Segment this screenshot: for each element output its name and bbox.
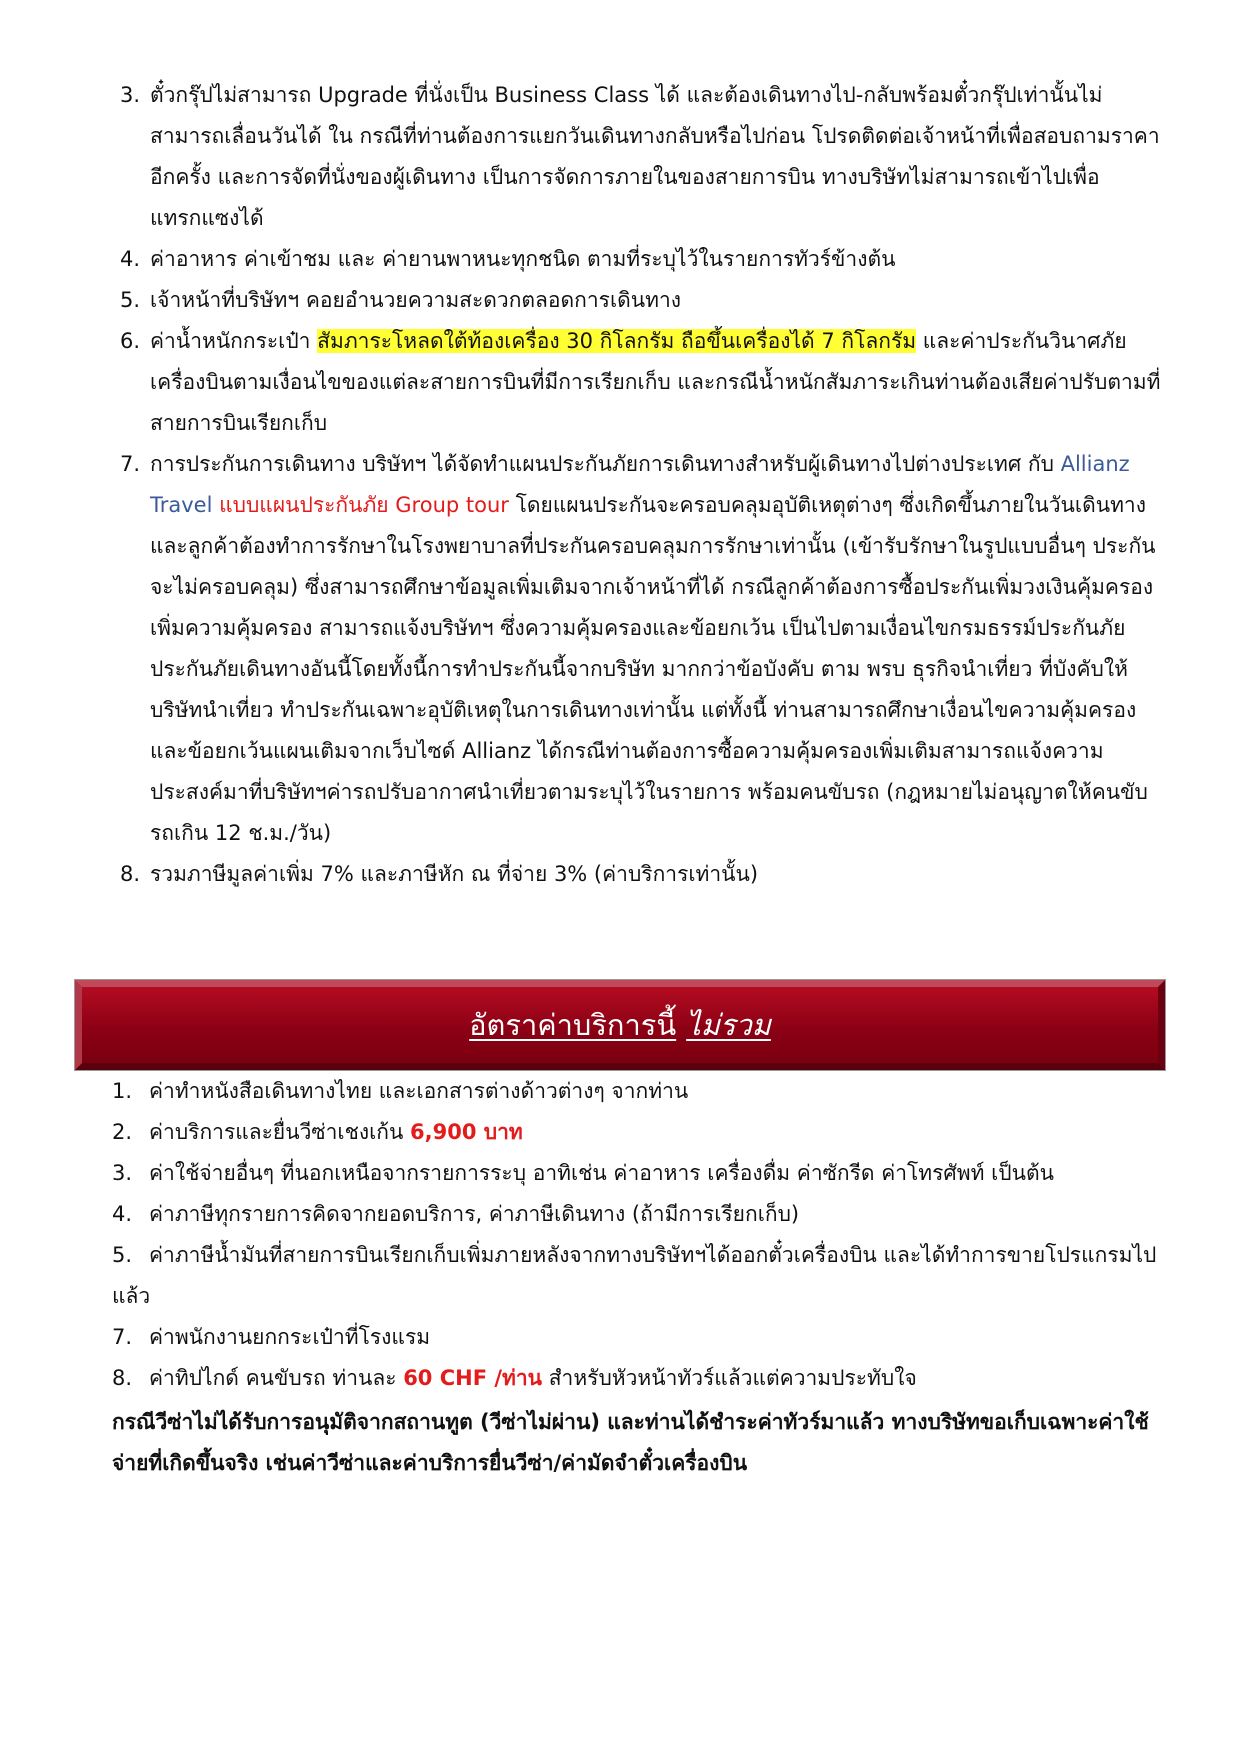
list-item bbox=[112, 1112, 1172, 1153]
item-text: โดยแผนประกันจะครอบคลุมอุบัติเหตุต่างๆ ซึ่งเกิดขึ้นภายในวันเดินทาง และลูกค้าต้องทำการรักษาในโรงพยาบาลที่ประกันครอบคลุมการรักษาเท่านั้น (เข้ารับรักษาในรูปแบบอื่นๆ ประกันจะไม่ครอบคลุม) ซึ่งสามารถศึกษาข้อมูลเพิ่มเติมจากเจ้าหน้าที่ได้ กรณีลูกค้าต้องการซื้อประกันเพิ่มวงเงินคุ้มครอง เพิ่มความคุ้มครอง สามารถแจ้งบริษัทฯ ซึ่งความคุ้มครองและข้อยกเว้น เป็นไปตามเงื่อนไขกรมธรรม์ประกันภัย ประกันภัยเดินทางอันนี้โดยทั้งนี้การทำประกันนี้จากบริษัท มากกว่าข้อบังคับ ตาม พรบ ธุรกิจนำเที่ยว ที่บังคับให้บริษัทนำเที่ยว ทำประกันเฉพาะอุบัติเหตุในการเดินทางเท่านั้น แต่ทั้งนี้ ท่านสามารถศึกษาเงื่อนไขความคุ้มครองและข้อยกเว้นแผนเติมจากเว็บไซด์ Allianz ได้กรณีท่านต้องการซื้อความคุ้มครองเพิ่มเติมสามารถแจ้งความประสงค์มาที่บริษัทฯค่ารถปรับอากาศนำเที่ยวตามระบุไว้ในรายการ พร้อมคนขับรถ (กฎหมายไม่อนุญาตให้คนขับรถเกิน 12 ช.ม./วัน) bbox=[150, 493, 1156, 845]
item-number: 6. bbox=[120, 329, 141, 353]
item-text: ค่าทำหนังสือเดินทางไทย และเอกสารต่างด้าวต่างๆ จากท่าน bbox=[149, 1079, 689, 1103]
item-text: การประกันการเดินทาง บริษัทฯ ได้จัดทำแผนประกันภัยการเดินทางสำหรับผู้เดินทางไปต่างประเทศ กับ bbox=[150, 452, 1061, 476]
item-number: 4. bbox=[112, 1202, 133, 1226]
item-number: 2. bbox=[112, 1120, 133, 1144]
item-number: 7. bbox=[112, 1325, 133, 1349]
item-text: สำหรับหัวหน้าทัวร์แล้วแต่ความประทับใจ bbox=[542, 1366, 917, 1390]
item-number: 3. bbox=[112, 1161, 133, 1185]
item-number: 1. bbox=[112, 1079, 133, 1103]
excluded-list bbox=[112, 1071, 1172, 1399]
list-item bbox=[120, 854, 1165, 895]
list-item bbox=[112, 1317, 1172, 1358]
excluded-section-banner bbox=[75, 980, 1165, 1070]
list-item bbox=[112, 1358, 1172, 1399]
visa-rejection-note: กรณีวีซ่าไม่ได้รับการอนุมัติจากสถานทูต (วีซ่าไม่ผ่าน) และท่านได้ชำระค่าทัวร์มาแล้ว ทางบริษัทขอเก็บเฉพาะค่าใช้จ่ายที่เกิดขึ้นจริง เช่นค่าวีซ่าและค่าบริการยื่นวีซ่า/ค่ามัดจำตั๋วเครื่องบิน bbox=[112, 1410, 1149, 1475]
item-number: 3. bbox=[120, 83, 141, 107]
item-text: ค่าอาหาร ค่าเข้าชม และ ค่ายานพาหนะทุกชนิด ตามที่ระบุไว้ในรายการทัวร์ข้างต้น bbox=[150, 247, 896, 271]
item-number: 5. bbox=[112, 1243, 133, 1267]
banner-title-text: อัตราค่าบริการนี้ bbox=[469, 1008, 677, 1042]
item-text: ค่าน้ำหนักกระเป๋า bbox=[150, 329, 318, 353]
item-text: ค่าภาษีทุกรายการคิดจากยอดบริการ, ค่าภาษีเดินทาง (ถ้ามีการเรียกเก็บ) bbox=[149, 1202, 800, 1226]
item-number: 4. bbox=[120, 247, 141, 271]
list-item bbox=[120, 321, 1165, 444]
list-item bbox=[112, 1071, 1172, 1112]
excluded-section-title bbox=[82, 987, 1158, 1063]
item-text: รวมภาษีมูลค่าเพิ่ม 7% และภาษีหัก ณ ที่จ่าย 3% (ค่าบริการเท่านั้น) bbox=[150, 862, 759, 886]
item-text: และค่าประกันวินาศภัยเครื่องบินตามเงื่อนไขของแต่ละสายการบินที่มีการเรียกเก็บ และกรณีน้ำหนักสัมภาระเกินท่านต้องเสียค่าปรับตามที่สายการบินเรียกเก็บ bbox=[150, 329, 1161, 435]
item-number: 5. bbox=[120, 288, 141, 312]
list-item bbox=[112, 1153, 1172, 1194]
visa-fee: 6,900 บาท bbox=[410, 1120, 523, 1144]
item-number: 8. bbox=[120, 862, 141, 886]
list-item bbox=[112, 1235, 1172, 1317]
item-text: ค่าใช้จ่ายอื่นๆ ที่นอกเหนือจากรายการระบุ อาทิเช่น ค่าอาหาร เครื่องดื่ม ค่าซักรีด ค่าโทรศัพท์ เป็นต้น bbox=[149, 1161, 1054, 1185]
tip-amount: 60 CHF /ท่าน bbox=[403, 1366, 543, 1390]
item-text: ตั๋วกรุ๊ปไม่สามารถ Upgrade ที่นั่งเป็น Business Class ได้ และต้องเดินทางไป-กลับพร้อมตั๋วกรุ๊ปเท่านั้นไม่สามารถเลื่อนวันได้ ใน กรณีที่ท่านต้องการแยกวันเดินทางกลับหรือไปก่อน โปรดติดต่อเจ้าหน้าที่เพื่อสอบถามราคาอีกครั้ง และการจัดที่นั่งของผู้เดินทาง เป็นการจัดการภายในของสายการบิน ทางบริษัทไม่สามารถเข้าไปเพื่อแทรกแซงได้ bbox=[150, 83, 1160, 230]
list-item bbox=[120, 280, 1165, 321]
item-text: ค่าภาษีน้ำมันที่สายการบินเรียกเก็บเพิ่มภายหลังจากทางบริษัทฯได้ออกตั๋วเครื่องบิน และได้ทำการขายโปรแกรมไปแล้ว bbox=[112, 1243, 1157, 1308]
list-item bbox=[120, 75, 1165, 239]
list-item bbox=[120, 239, 1165, 280]
item-text: เจ้าหน้าที่บริษัทฯ คอยอำนวยความสะดวกตลอดการเดินทาง bbox=[150, 288, 682, 312]
item-number: 8. bbox=[112, 1366, 133, 1390]
included-list bbox=[120, 75, 1165, 895]
list-item bbox=[120, 444, 1165, 854]
item-text: ค่าทิปไกด์ คนขับรถ ท่านละ bbox=[149, 1366, 404, 1390]
item-number: 7. bbox=[120, 452, 141, 476]
banner-title-emphasis: ไม่รวม bbox=[686, 1008, 771, 1042]
item-text: ค่าบริการและยื่นวีซ่าเชงเก้น bbox=[149, 1120, 411, 1144]
insurance-plan: แบบแผนประกันภัย Group tour bbox=[212, 493, 509, 517]
item-text: ค่าพนักงานยกกระเป๋าที่โรงแรม bbox=[149, 1325, 431, 1349]
insurer-name: Allianz Travel bbox=[150, 452, 1130, 517]
list-item bbox=[112, 1194, 1172, 1235]
baggage-highlight: สัมภาระโหลดใต้ท้องเครื่อง 30 กิโลกรัม ถือขึ้นเครื่องได้ 7 กิโลกรัม bbox=[317, 329, 917, 353]
